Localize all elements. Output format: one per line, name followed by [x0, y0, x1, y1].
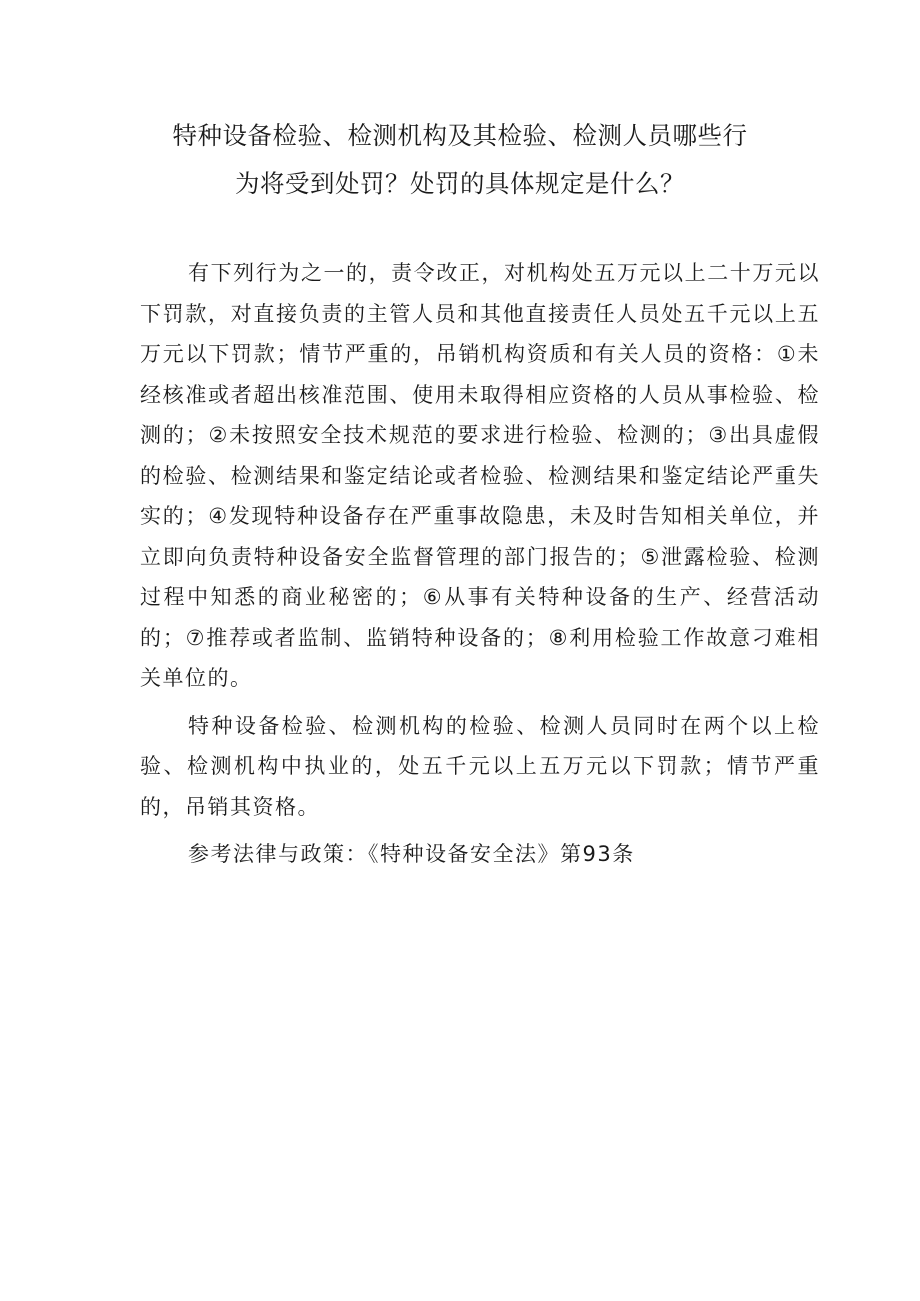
paragraph-dual-practice: 特种设备检验、检测机构的检验、检测人员同时在两个以上检验、检测机构中执业的，处五千元以上五万元以下罚款；情节严重的，吊销其资格。: [140, 713, 820, 819]
paragraph-penalties: 有下列行为之一的，责令改正，对机构处五万元以上二十万元以下罚款，对直接负责的主管人员和其他直接责任人员处五千元以上五万元以下罚款；情节严重的，吊销机构资质和有关人员的资格：①未经核准或者超出核准范围、使用未取得相应资格的人员从事检验、检测的；②未按照安全技术规范的要求进行检验、检测的；③出具虚假的检验、检测结果和鉴定结论或者检验、检测结果和鉴定结论严重失实的；④发现特种设备存在严重事故隐患，未及时告知相关单位，并立即向负责特种设备安全监督管理的部门报告的；⑤泄露检验、检测过程中知悉的商业秘密的；⑥从事有关特种设备的生产、经营活动的；⑦推荐或者监制、监销特种设备的；⑧利用检验工作故意刁难相关单位的。: [140, 261, 820, 690]
document-title: [120, 112, 800, 208]
paragraph-reference: 参考法律与政策：《特种设备安全法》第93条: [188, 842, 635, 866]
document-body: [140, 253, 820, 875]
title-line-2: 为将受到处罚？处罚的具体规定是什么？: [235, 169, 685, 198]
title-line-1: 特种设备检验、检测机构及其检验、检测人员哪些行: [172, 121, 748, 150]
